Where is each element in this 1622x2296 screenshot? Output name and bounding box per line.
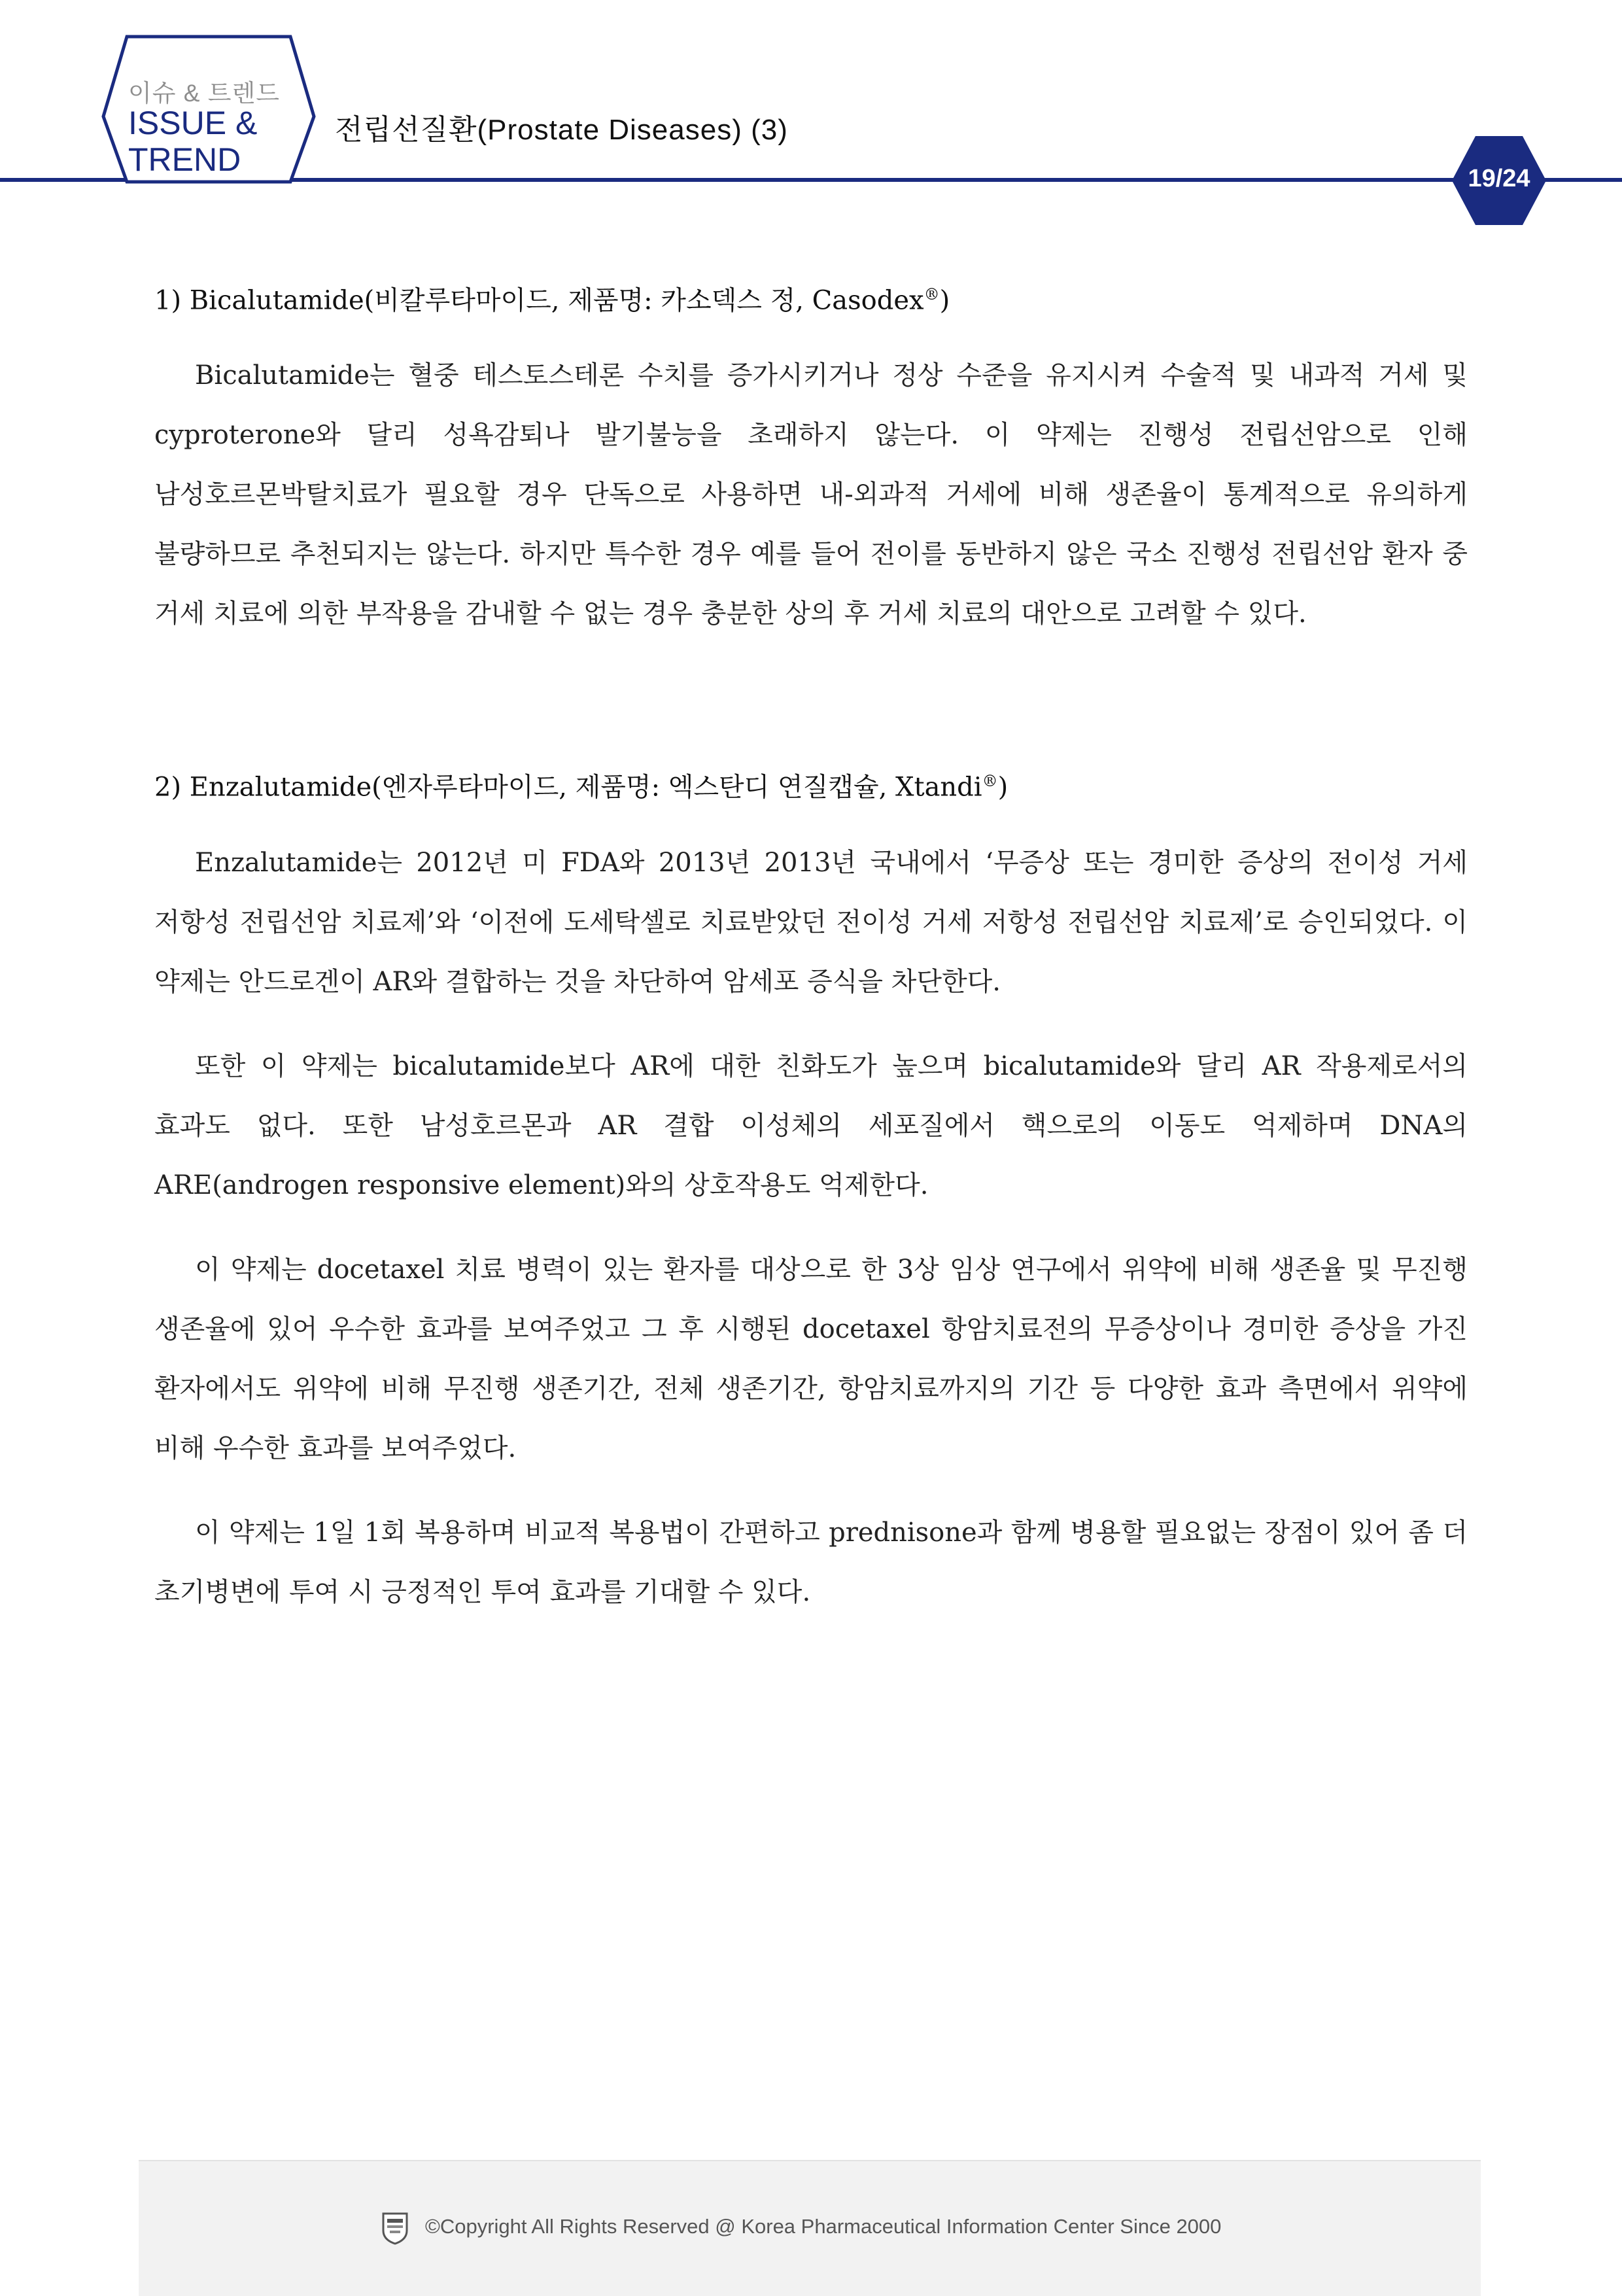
badge-label-korean: 이슈 & 트렌드	[128, 80, 280, 107]
badge-label-english	[128, 105, 257, 178]
page-footer	[139, 2160, 1481, 2296]
section-heading-text: 1) Bicalutamide(비칼루타마이드, 제품명: 카소덱스 정, Casodex	[154, 285, 924, 316]
badge-line-2: TREND	[128, 141, 241, 178]
section-enzalutamide	[154, 761, 1468, 1622]
section-heading-text: 2) Enzalutamide(엔자루타마이드, 제품명: 엑스탄디 연질캡슐, Xtandi	[154, 772, 982, 803]
section-heading	[154, 275, 1468, 320]
kpic-logo-icon	[381, 2211, 409, 2245]
copyright-notice: ©Copyright All Rights Reserved @ Korea Pharmaceutical Information Center Since 2000	[425, 2215, 1222, 2238]
paragraph: 또한 이 약제는 bicalutamide보다 AR에 대한 친화도가 높으며 bicalutamide와 달리 AR 작용제로서의 효과도 없다. 또한 남성호르몬과 AR 결합 이성체의 세포질에서 핵으로의 이동도 억제하며 DNA의 ARE(androgen responsive element)와의 상호작용도 억제한다.	[154, 1051, 1468, 1200]
registered-mark: ®	[982, 772, 998, 791]
registered-mark: ®	[923, 285, 940, 304]
badge-line-1: ISSUE &	[128, 105, 258, 141]
page-number: 19/24	[1468, 165, 1530, 192]
section-heading-close: )	[939, 285, 950, 316]
page-header	[0, 0, 1622, 235]
page-title: 전립선질환(Prostate Diseases) (3)	[335, 114, 788, 146]
section-heading-close: )	[997, 772, 1009, 803]
paragraph: Enzalutamide는 2012년 미 FDA와 2013년 2013년 국내에서 ‘무증상 또는 경미한 증상의 전이성 거세 저항성 전립선암 치료제’와 ‘이전에 도세탁셀로 치료받았던 전이성 거세 저항성 전립선암 치료제’로 승인되었다. 이 약제는 안드로겐이 AR와 결합하는 것을 차단하여 암세포 증식을 차단한다.	[154, 847, 1468, 997]
paragraph: 이 약제는 1일 1회 복용하며 비교적 복용법이 간편하고 prednisone과 함께 병용할 필요없는 장점이 있어 좀 더 초기병변에 투여 시 긍정적인 투여 효과를 기대할 수 있다.	[154, 1517, 1468, 1607]
article-body	[154, 262, 1468, 1647]
section-bicalutamide	[154, 275, 1468, 644]
paragraph: 이 약제는 docetaxel 치료 병력이 있는 환자를 대상으로 한 3상 임상 연구에서 위약에 비해 생존율 및 무진행 생존율에 있어 우수한 효과를 보여주었고 그 후 시행된 docetaxel 항암치료전의 무증상이나 경미한 증상을 가진 환자에서도 위약에 비해 무진행 생존기간, 전체 생존기간, 항암치료까지의 기간 등 다양한 효과 측면에서 위약에 비해 우수한 효과를 보여주었다.	[154, 1254, 1468, 1463]
paragraph: Bicalutamide는 혈중 테스토스테론 수치를 증가시키거나 정상 수준을 유지시켜 수술적 및 내과적 거세 및 cyproterone와 달리 성욕감퇴나 발기불능을 초래하지 않는다. 이 약제는 진행성 전립선암으로 인해 남성호르몬박탈치료가 필요할 경우 단독으로 사용하면 내-외과적 거세에 비해 생존율이 통계적으로 유의하게 불량하므로 추천되지는 않는다. 하지만 특수한 경우 예를 들어 전이를 동반하지 않은 국소 진행성 전립선암 환자 중 거세 치료에 의한 부작용을 감내할 수 없는 경우 충분한 상의 후 거세 치료의 대안으로 고려할 수 있다.	[154, 360, 1468, 629]
section-heading	[154, 761, 1468, 807]
